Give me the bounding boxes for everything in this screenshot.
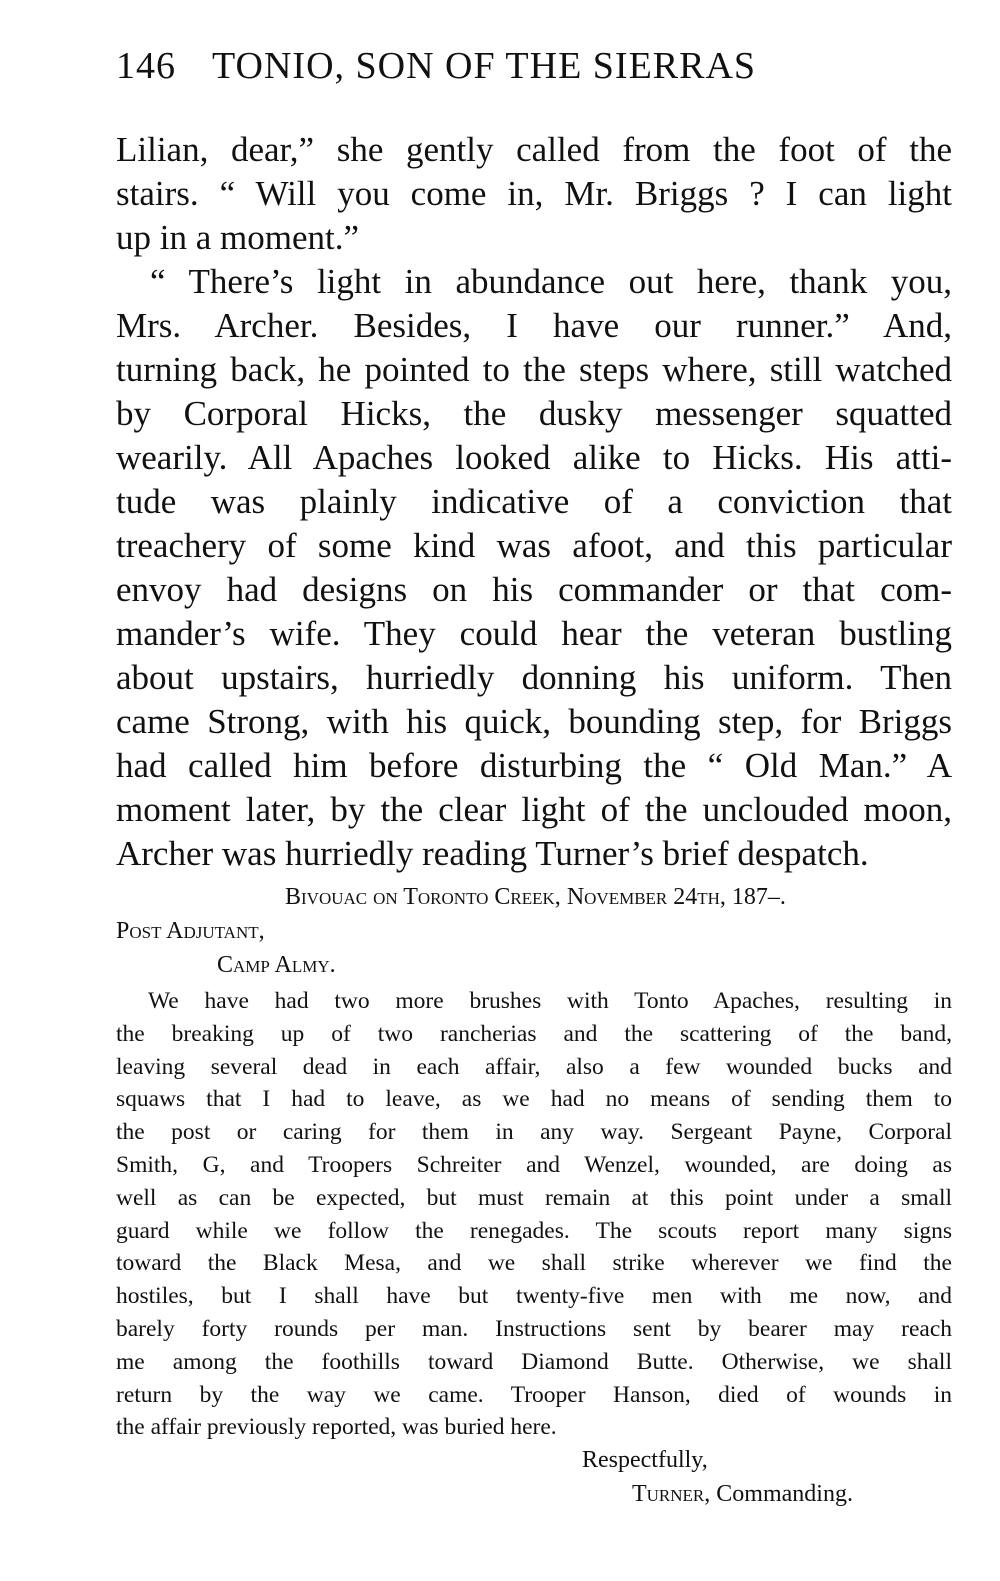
letter-line: the breaking up of two rancherias and the scattering of the band, (116, 1020, 952, 1047)
letter-line: return by the way we came. Trooper Hanson, died of wounds in (116, 1381, 952, 1408)
text-line: tude was plainly indicative of a conviction that (116, 482, 952, 521)
letter-line: toward the Black Mesa, and we shall strike wherever we find the (116, 1250, 952, 1277)
despatch-dateline (285, 884, 786, 911)
page-number: 146 (116, 45, 176, 87)
letter-line: me among the foothills toward Diamond Butte. Otherwise, we shall (116, 1348, 952, 1375)
despatch-addressee-location: Camp Almy. (217, 952, 336, 978)
despatch-body (116, 985, 952, 1444)
text-line: Lilian, dear,” she gently called from the foot of the (116, 130, 952, 169)
text-line: moment later, by the clear light of the unclouded moon, (116, 790, 952, 829)
letter-line: leaving several dead in each affair, also a few wounded bucks and (116, 1053, 952, 1080)
letter-line: guard while we follow the renegades. The scouts report many signs (116, 1217, 952, 1244)
text-line: wearily. All Apaches looked alike to Hicks. His atti- (116, 438, 952, 477)
letter-line: the post or caring for them in any way. Sergeant Payne, Corporal (116, 1119, 952, 1146)
dateline-place: Bivouac on Toronto Creek, (285, 884, 561, 910)
letter-line: Smith, G, and Troopers Schreiter and Wenzel, wounded, are doing as (116, 1151, 952, 1178)
book-title: TONIO, SON OF THE SIERRAS (212, 45, 757, 87)
letter-line: well as can be expected, but must remain at this point under a small (116, 1184, 952, 1211)
letter-line: the affair previously reported, was buried here. (116, 1414, 557, 1441)
text-line: “ There’s light in abundance out here, thank you, (150, 262, 952, 301)
signature-name: Turner, (632, 1481, 711, 1507)
running-head (116, 44, 756, 88)
text-line: up in a moment.” (116, 218, 360, 257)
text-line: had called him before disturbing the “ Old Man.” A (116, 746, 952, 785)
text-line: stairs. “ Will you come in, Mr. Briggs ? I can light (116, 174, 952, 213)
despatch-addressee: Post Adjutant, (116, 918, 265, 944)
text-line: came Strong, with his quick, bounding step, for Briggs (116, 702, 952, 741)
letter-line: barely forty rounds per man. Instructions sent by bearer may reach (116, 1315, 952, 1342)
text-line: treachery of some kind was afoot, and this particular (116, 526, 952, 565)
text-line: Mrs. Archer. Besides, I have our runner.” And, (116, 306, 952, 345)
text-line: turning back, he pointed to the steps where, still watched (116, 350, 952, 389)
text-line: envoy had designs on his commander or that com- (116, 570, 952, 609)
letter-line: We have had two more brushes with Tonto Apaches, resulting in (148, 988, 952, 1014)
despatch-signature (632, 1481, 853, 1508)
text-line: about upstairs, hurriedly donning his uniform. Then (116, 658, 952, 697)
despatch-closing: Respectfully, (582, 1447, 708, 1473)
text-line: mander’s wife. They could hear the veteran bustling (116, 614, 952, 653)
text-line: by Corporal Hicks, the dusky messenger squatted (116, 394, 952, 433)
letter-line: hostiles, but I shall have but twenty-five men with me now, and (116, 1283, 952, 1310)
dateline-date: November 24th, 187–. (566, 884, 786, 910)
signature-title: Commanding. (716, 1481, 853, 1507)
body-text (116, 128, 952, 876)
text-line: Archer was hurriedly reading Turner’s brief despatch. (116, 834, 869, 873)
letter-line: squaws that I had to leave, as we had no means of sending them to (116, 1086, 952, 1113)
